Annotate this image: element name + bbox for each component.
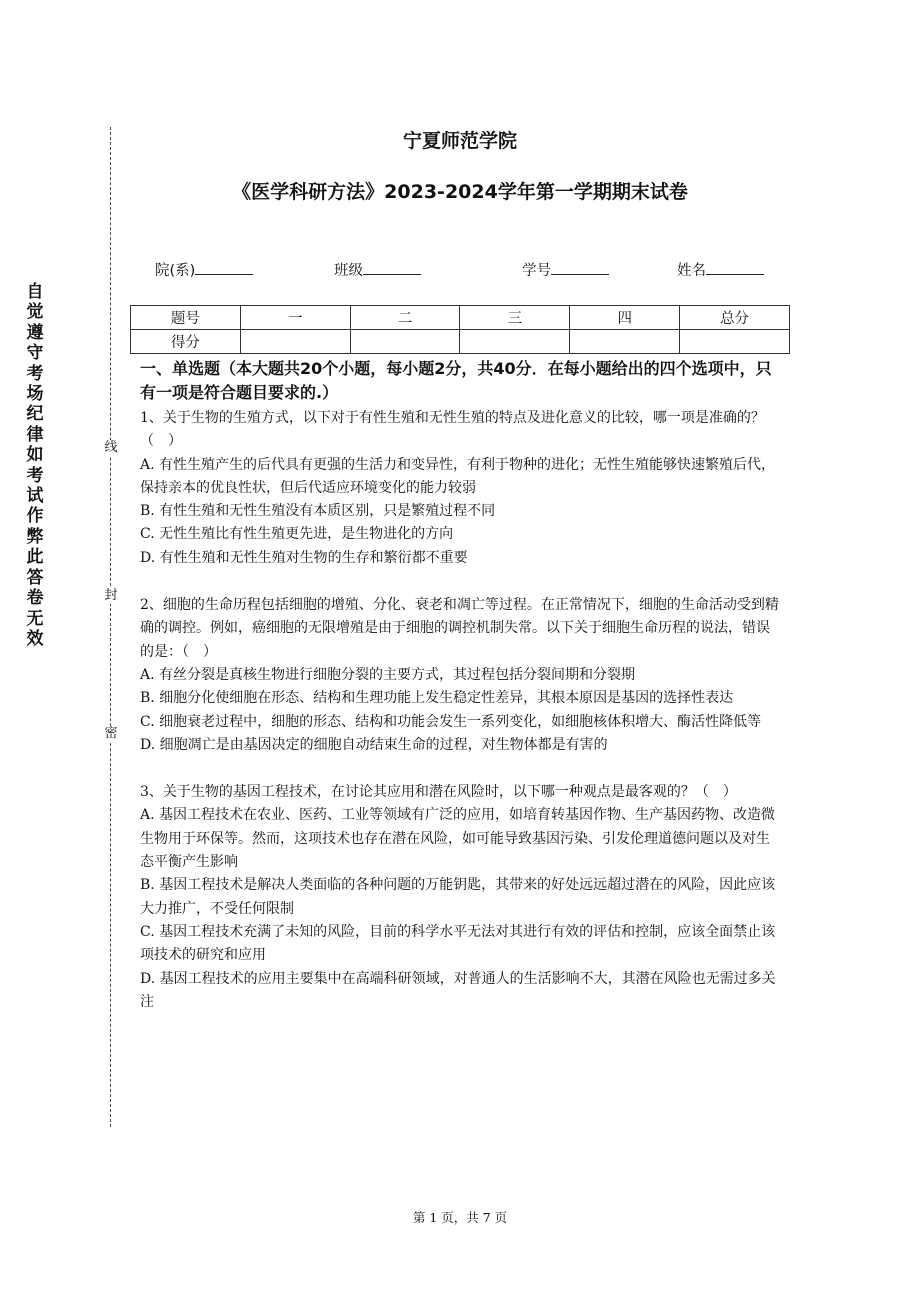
question-stem: 3、关于生物的基因工程技术，在讨论其应用和潜在风险时，以下哪一种观点是最客观的？（ ） — [140, 784, 737, 801]
option-b: B. 基因工程技术是解决人类面临的各种问题的万能钥匙，其带来的好处远远超过潜在的风险，因此应该大力推广，不受任何限制 — [140, 877, 776, 917]
page-footer: 第 1 页，共 7 页 — [412, 1210, 508, 1225]
option-a: A. 有性生殖产生的后代具有更强的生活力和变异性，有利于物种的进化；无性生殖能够快速繁殖后代，保持亲本的优良性状，但后代适应环境变化的能力较弱 — [140, 456, 776, 496]
score-cell[interactable] — [240, 330, 350, 354]
option-a: A. 有丝分裂是真核生物进行细胞分裂的主要方式，其过程包括分裂间期和分裂期 — [140, 666, 636, 683]
option-d: D. 细胞凋亡是由基因决定的细胞自动结束生命的过程，对生物体都是有害的 — [140, 736, 608, 753]
binding-notice: 自觉遵守考场纪律如考试作弊此答卷无效 — [26, 282, 44, 649]
info-student-id — [522, 259, 609, 280]
option-c: C. 无性生殖比有性生殖更先进，是生物进化的方向 — [140, 526, 454, 543]
info-name-label: 姓名 — [677, 263, 706, 279]
score-cell[interactable] — [570, 330, 680, 354]
seal-mark-seal: 封 — [104, 588, 118, 603]
option-b: B. 细胞分化使细胞在形态、结构和生理功能上发生稳定性差异，其根本原因是基因的选择性表达 — [140, 690, 734, 707]
score-row-label: 得分 — [131, 330, 241, 354]
score-header-cell: 三 — [460, 306, 570, 330]
score-table-score-row — [131, 330, 790, 354]
score-header-cell: 总分 — [680, 306, 790, 330]
section-title: 一、单选题（本大题共20个小题，每小题2分，共40分．在每小题给出的四个选项中，只有一项是符合题目要求的.） — [140, 359, 772, 402]
score-cell[interactable] — [350, 330, 460, 354]
question-stem: 1、关于生物的生殖方式，以下对于有性生殖和无性生殖的特点及进化意义的比较，哪一项是准确的？（ ） — [140, 410, 765, 450]
question-2 — [140, 594, 782, 757]
binding-dashed-line — [110, 127, 111, 1127]
score-table — [130, 305, 790, 354]
question-section — [140, 357, 782, 1014]
score-cell[interactable] — [680, 330, 790, 354]
option-d: D. 基因工程技术的应用主要集中在高端科研领域，对普通人的生活影响不大，其潜在风险也无需过多关注 — [140, 970, 776, 1010]
info-class — [334, 259, 421, 280]
school-name: 宁夏师范学院 — [402, 130, 517, 152]
option-c: C. 基因工程技术充满了未知的风险，目前的科学水平无法对其进行有效的评估和控制，应该全面禁止该项技术的研究和应用 — [140, 923, 776, 964]
option-b: B. 有性生殖和无性生殖没有本质区别，只是繁殖过程不同 — [140, 503, 496, 520]
option-d: D. 有性生殖和无性生殖对生物的生存和繁衍都不重要 — [140, 549, 468, 566]
score-header-cell: 题号 — [131, 306, 241, 330]
class-blank[interactable] — [363, 260, 421, 275]
info-class-label: 班级 — [334, 263, 363, 279]
info-department — [155, 259, 253, 280]
option-c: C. 细胞衰老过程中，细胞的形态、结构和功能会发生一系列变化，如细胞核体积增大、酶活性降低等 — [140, 713, 762, 730]
question-spacer — [140, 570, 782, 594]
info-department-label: 院(系) — [155, 263, 196, 279]
question-spacer — [140, 757, 782, 781]
option-a: A. 基因工程技术在农业、医药、工业等领域有广泛的应用，如培育转基因作物、生产基因药物、改造微生物用于环保等。然而，这项技术也存在潜在风险，如可能导致基因污染、引发伦理道德问题以及对生态平衡产生影响 — [140, 807, 776, 871]
seal-mark-secret: 密 — [104, 726, 118, 741]
info-student-id-label: 学号 — [522, 263, 551, 279]
department-blank[interactable] — [195, 260, 253, 275]
question-3 — [140, 781, 782, 1014]
name-blank[interactable] — [706, 260, 764, 275]
score-header-cell: 四 — [570, 306, 680, 330]
exam-title: 《医学科研方法》2023-2024学年第一学期期末试卷 — [232, 181, 688, 203]
score-header-cell: 二 — [350, 306, 460, 330]
score-table-header-row — [131, 306, 790, 330]
info-name — [677, 259, 764, 280]
score-header-cell: 一 — [240, 306, 350, 330]
score-cell[interactable] — [460, 330, 570, 354]
student-id-blank[interactable] — [551, 260, 609, 275]
question-1 — [140, 407, 782, 570]
question-stem: 2、细胞的生命历程包括细胞的增殖、分化、衰老和凋亡等过程。在正常情况下，细胞的生命活动受到精确的调控。例如，癌细胞的无限增殖是由于细胞的调控机制失常。以下关于细胞生命历程的说法，错误的是：（ ） — [140, 597, 779, 660]
seal-mark-line: 线 — [104, 440, 118, 455]
